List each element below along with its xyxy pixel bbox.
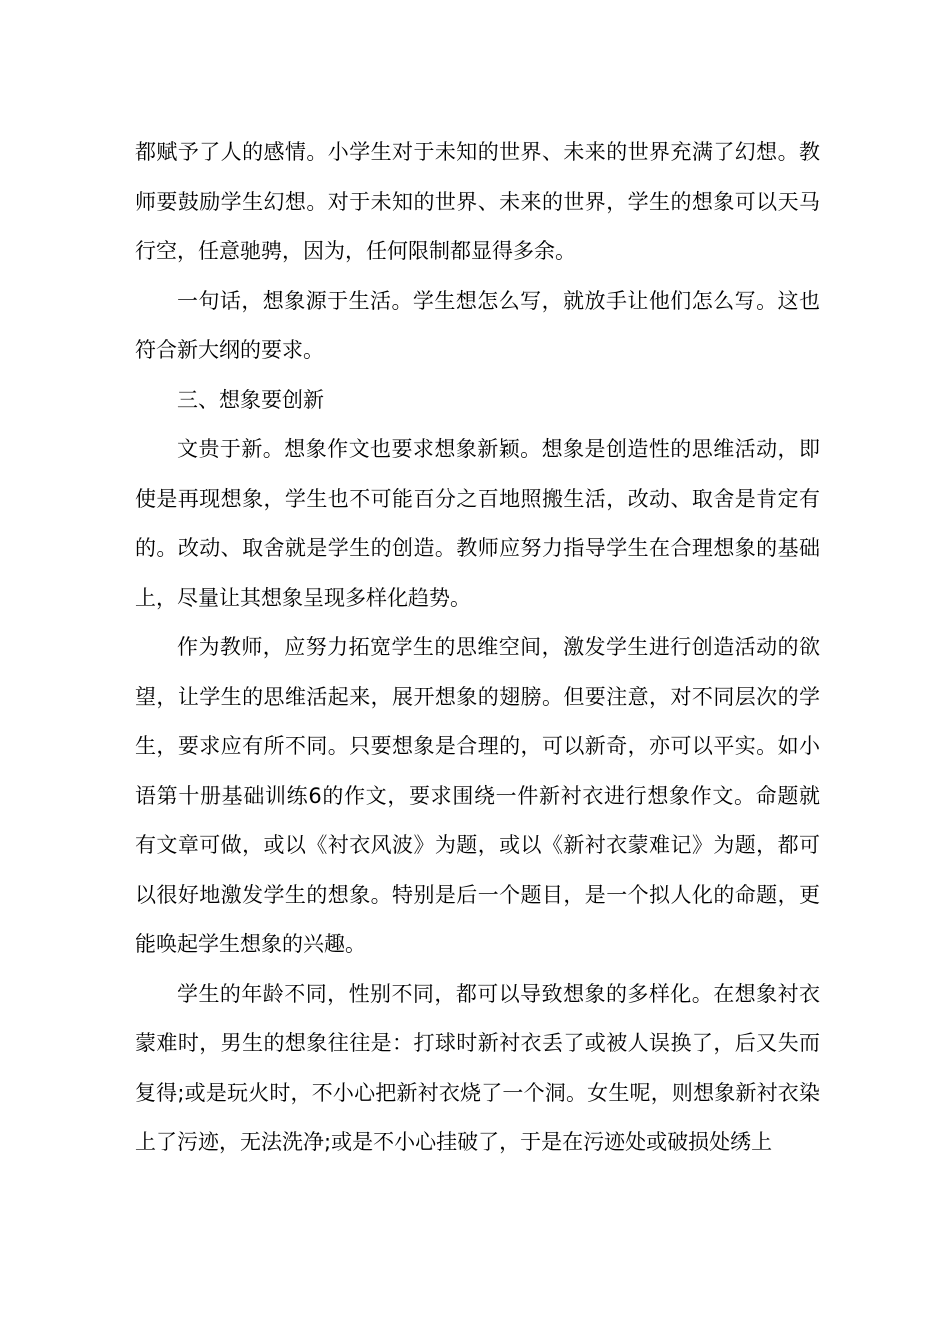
- document-page: [135, 128, 820, 1168]
- paragraph-5: 学生的年龄不同，性别不同，都可以导致想象的多样化。在想象衬衣蒙难时，男生的想象往往是：打球时新衬衣丢了或被人误换了，后又失而复得;或是玩火时，不小心把新衬衣烧了一个洞。女生呢，则想象新衬衣染上了污迹，无法洗净;或是不小心挂破了，于是在污迹处或破损处绣上: [135, 981, 820, 1154]
- paragraph-1: 都赋予了人的感情。小学生对于未知的世界、未来的世界充满了幻想。教师要鼓励学生幻想。对于未知的世界、未来的世界，学生的想象可以天马行空，任意驰骋，因为，任何限制都显得多余。: [135, 140, 820, 263]
- paragraph-3: 文贵于新。想象作文也要求想象新颖。想象是创造性的思维活动，即使是再现想象，学生也不可能百分之百地照搬生活，改动、取舍是肯定有的。改动、取舍就是学生的创造。教师应努力指导学生在合理想象的基础上，尽量让其想象呈现多样化趋势。: [135, 437, 820, 610]
- section-heading: 三、想象要创新: [177, 387, 324, 412]
- paragraph-4: 作为教师，应努力拓宽学生的思维空间，激发学生进行创造活动的欲望，让学生的思维活起来，展开想象的翅膀。但要注意，对不同层次的学生，要求应有所不同。只要想象是合理的，可以新奇，亦可以平实。如小语第十册基础训练6的作文，要求围绕一件新衬衣进行想象作文。命题就有文章可做，或以《衬衣风波》为题，或以《新衬衣蒙难记》为题，都可以很好地激发学生的想象。特别是后一个题目，是一个拟人化的命题，更能唤起学生想象的兴趣。: [135, 635, 820, 956]
- paragraph-2: 一句话，想象源于生活。学生想怎么写，就放手让他们怎么写。这也符合新大纲的要求。: [135, 288, 820, 362]
